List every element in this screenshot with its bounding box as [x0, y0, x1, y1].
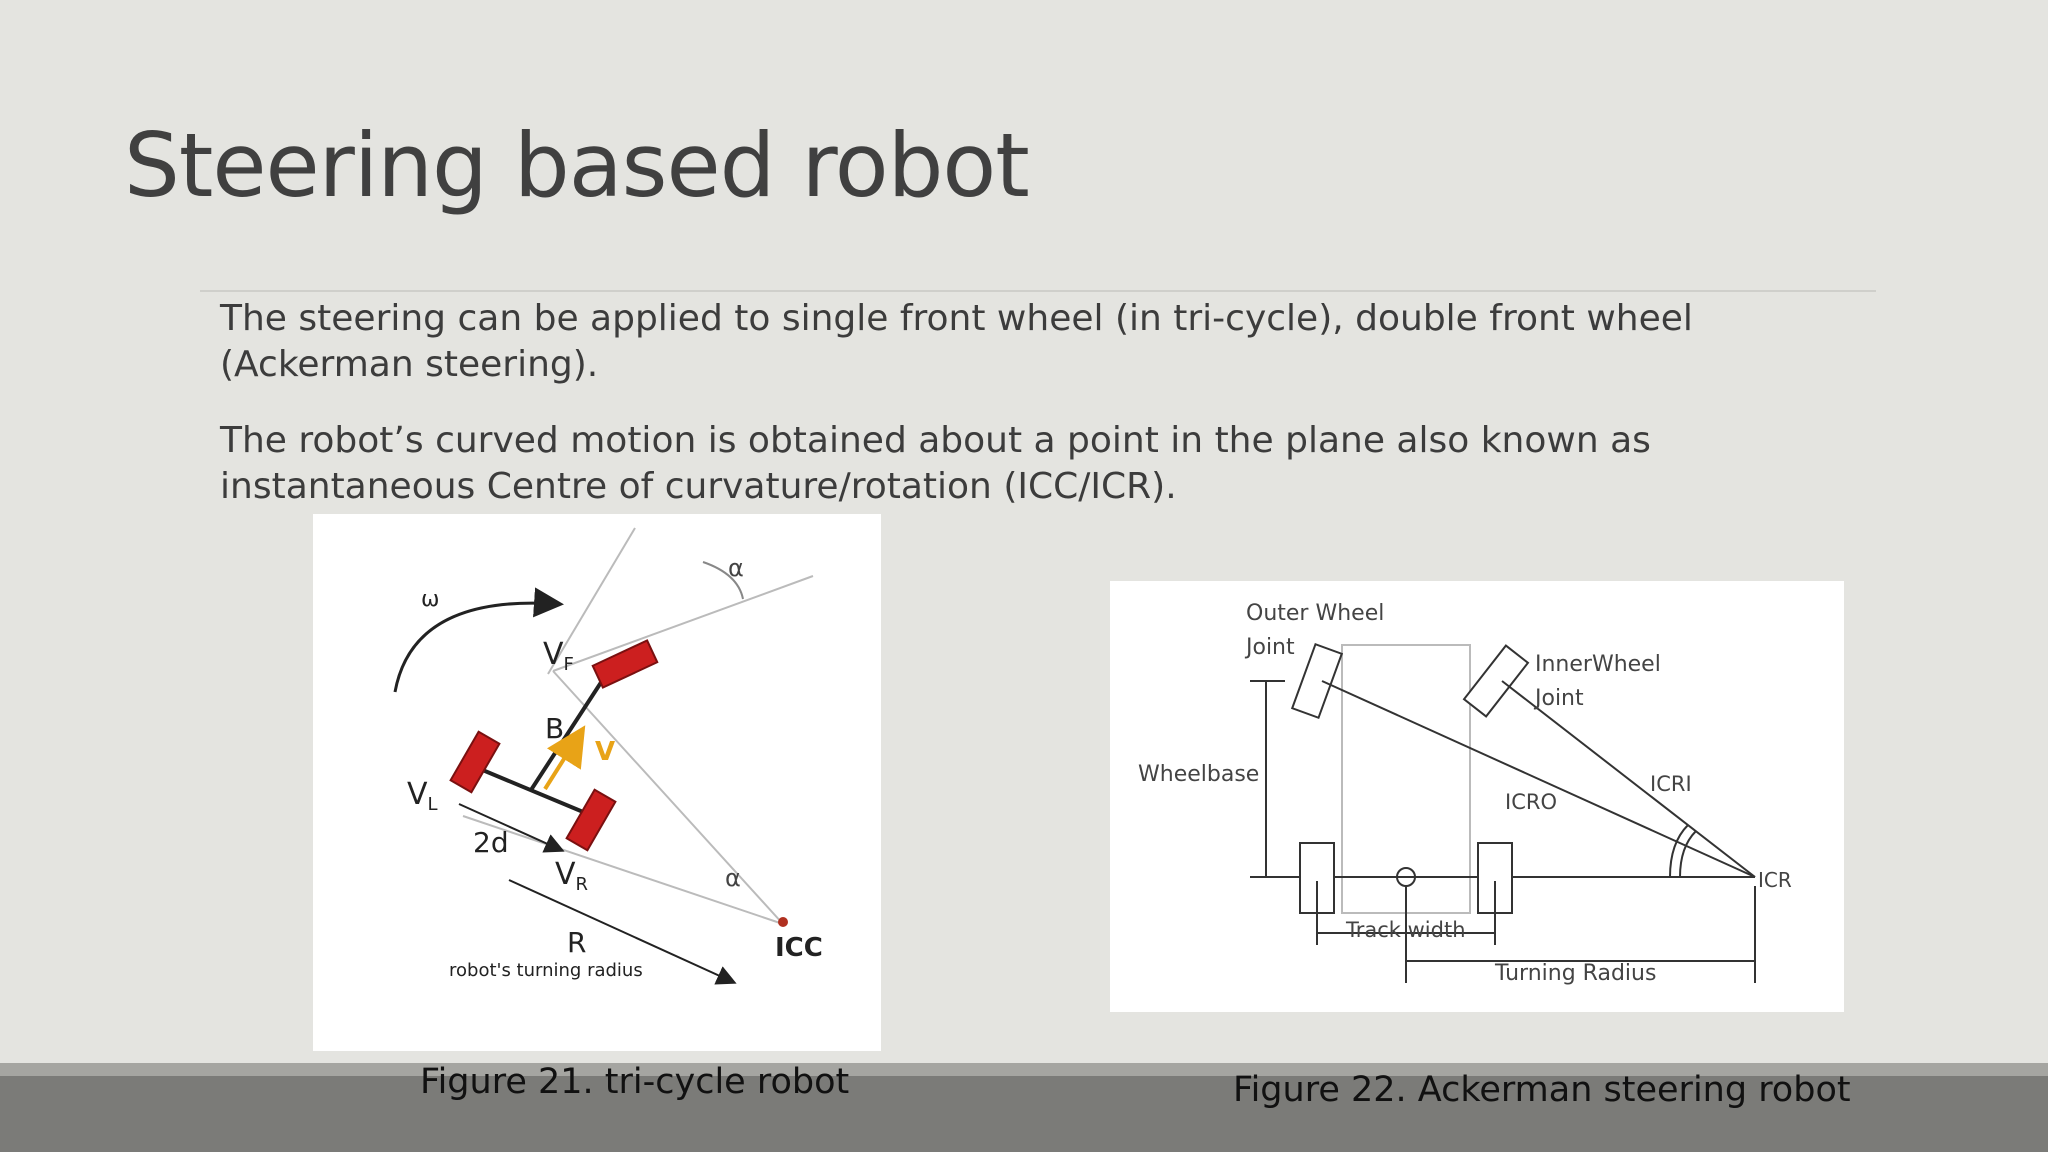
two-d-label: 2d: [473, 826, 509, 859]
icc-point: [778, 917, 788, 927]
icr-angle-arc-1: [1670, 825, 1688, 877]
rear-axle: [473, 766, 588, 814]
front-outer-wheel: [1292, 644, 1342, 717]
slide-title: Steering based robot: [124, 114, 1029, 217]
ackerman-robot-figure: [1110, 581, 1844, 1012]
outer-wheel-label: Outer Wheel: [1246, 601, 1385, 626]
figure-21-caption: Figure 21. tri-cycle robot: [420, 1062, 850, 1102]
alpha-bottom-label: α: [725, 864, 741, 892]
tricycle-diagram: [313, 514, 881, 1051]
track-width-label: Track width: [1346, 918, 1466, 942]
paragraph-icc: The robot’s curved motion is obtained about a point in the plane also known as instantaneous Centre of curvature/rotation (ICC/ICR).: [220, 420, 1651, 507]
vehicle-body: [1342, 645, 1470, 913]
icc-label: ICC: [775, 933, 823, 963]
v-label: V: [595, 737, 616, 767]
front-wheel: [593, 640, 658, 687]
omega-label: ω: [421, 587, 440, 612]
alpha-top-label: α: [728, 554, 744, 582]
r-label: R: [567, 926, 587, 959]
icr-label: ICR: [1758, 868, 1792, 892]
left-wheel: [451, 732, 500, 792]
tricycle-robot-figure: [313, 514, 881, 1051]
title-divider: [200, 290, 1876, 292]
b-label: B: [545, 712, 565, 745]
outer-joint-label: Joint: [1246, 635, 1295, 660]
paragraph-steering: The steering can be applied to single front wheel (in tri-cycle), double front wheel (Ackerman steering).: [220, 298, 1693, 385]
ackerman-diagram: [1110, 581, 1844, 1012]
vr-label: $V_R$: [555, 857, 589, 895]
inner-joint-label: Joint: [1535, 686, 1584, 711]
steer-normal-line: [553, 576, 813, 671]
icri-label: ICRI: [1650, 772, 1692, 796]
icro-label: ICRO: [1505, 790, 1557, 814]
vf-label: $V_F$: [543, 637, 574, 675]
right-wheel: [567, 790, 616, 850]
front-inner-wheel: [1464, 646, 1528, 717]
turning-radius-label-2: Turning Radius: [1495, 961, 1657, 986]
inner-wheel-label: InnerWheel: [1535, 652, 1661, 677]
omega-arrow: [395, 603, 558, 692]
wheelbase-label: Wheelbase: [1138, 762, 1260, 787]
icr-angle-arc-2: [1680, 831, 1696, 877]
turning-radius-label: robot's turning radius: [449, 960, 643, 981]
vl-label: $V_L$: [407, 777, 438, 815]
figure-22-caption: Figure 22. Ackerman steering robot: [1233, 1070, 1851, 1110]
